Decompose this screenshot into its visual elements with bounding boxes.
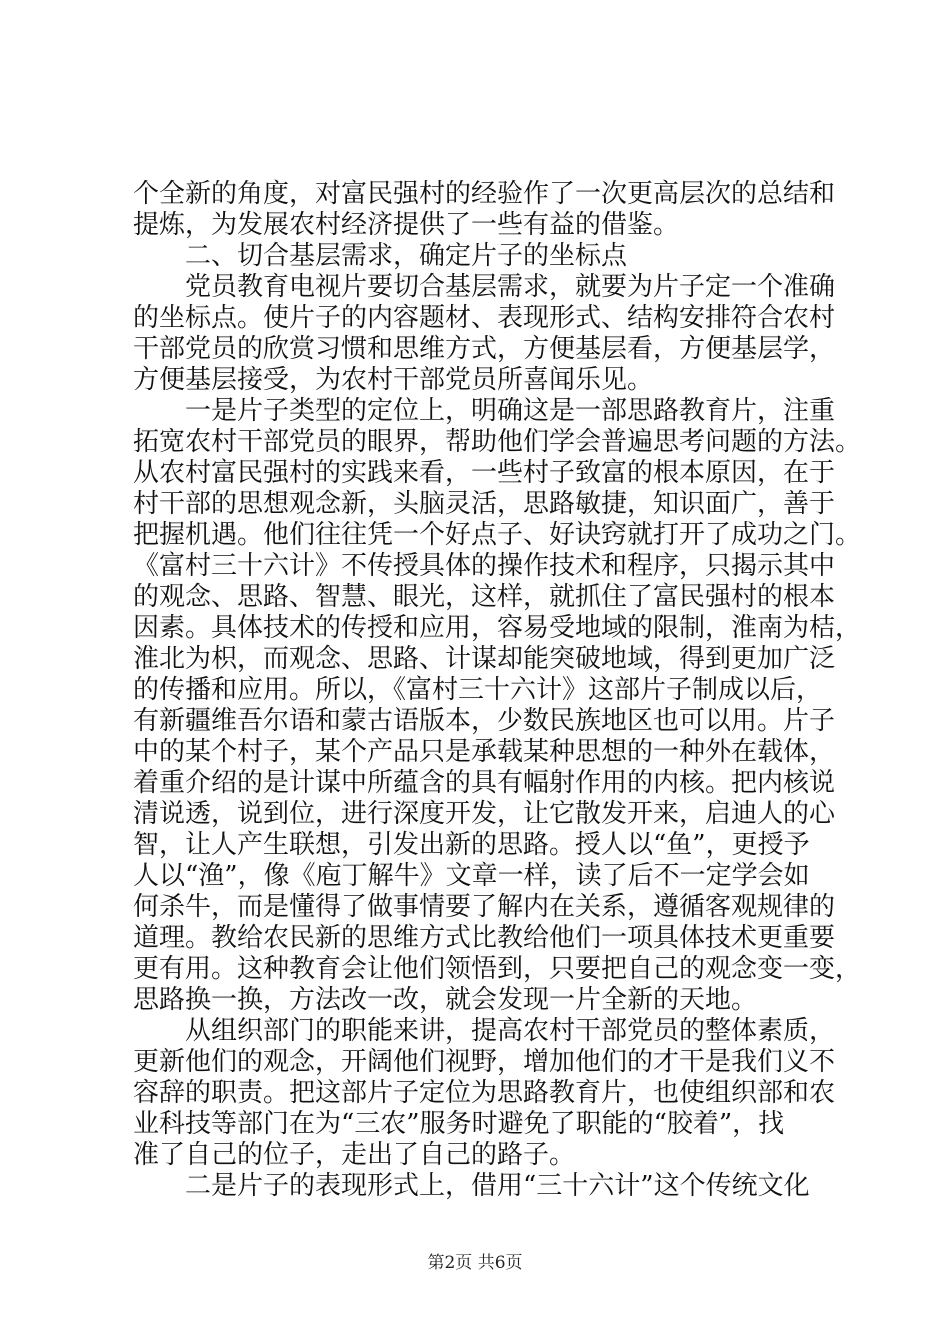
body-text-line: 从农村富民强村的实践来看，一些村子致富的根本原因，在于 (133, 458, 836, 488)
body-text-line: 二是片子的表现形式上，借用“三十六计”这个传统文化 (185, 1171, 810, 1201)
body-text-line: 有新疆维吾尔语和蒙古语版本，少数民族地区也可以用。片子 (133, 706, 836, 736)
body-text-line: 《富村三十六计》不传授具体的操作技术和程序，只揭示其中 (133, 551, 836, 581)
body-text-line: 何杀牛，而是懂得了做事情要了解内在关系，遵循客观规律的 (133, 892, 836, 922)
body-text-line: 因素。具体技术的传授和应用，容易受地域的限制，淮南为桔， (133, 613, 862, 643)
body-text-line: 业科技等部门在为“三农”服务时避免了职能的“胶着”，找 (133, 1109, 785, 1139)
body-text-line: 村干部的思想观念新，头脑灵活，思路敏捷，知识面广，善于 (133, 489, 836, 519)
section-heading: 二、切合基层需求，确定片子的坐标点 (185, 241, 628, 271)
body-text-line: 着重介绍的是计谋中所蕴含的具有幅射作用的内核。把内核说 (133, 768, 836, 798)
body-text-line: 道理。教给农民新的思维方式比教给他们一项具体技术更重要 (133, 923, 836, 953)
body-text-line: 从组织部门的职能来讲，提高农村干部党员的整体素质， (185, 1016, 836, 1046)
body-text-line: 干部党员的欣赏习惯和思维方式，方便基层看，方便基层学， (133, 334, 836, 364)
body-text-line: 党员教育电视片要切合基层需求，就要为片子定一个准确 (185, 272, 836, 302)
page-number-footer: 第2页 共6页 (427, 1253, 523, 1273)
body-text-line: 方便基层接受，为农村干部党员所喜闻乐见。 (133, 365, 654, 395)
body-text-line: 的传播和应用。所以，《富村三十六计》这部片子制成以后， (133, 675, 823, 705)
body-text-line: 思路换一换，方法改一改，就会发现一片全新的天地。 (133, 985, 758, 1015)
body-text-line: 拓宽农村干部党员的眼界，帮助他们学会普遍思考问题的方法。 (133, 427, 862, 457)
body-text-line: 把握机遇。他们往往凭一个好点子、好诀窍就打开了成功之门。 (133, 520, 862, 550)
body-text-line: 的观念、思路、智慧、眼光，这样，就抓住了富民强村的根本 (133, 582, 836, 612)
body-text-line: 更有用。这种教育会让他们领悟到，只要把自己的观念变一变， (133, 954, 862, 984)
body-text-line: 个全新的角度，对富民强村的经验作了一次更高层次的总结和 (133, 179, 836, 209)
body-text-line: 的坐标点。使片子的内容题材、表现形式、结构安排符合农村 (133, 303, 836, 333)
body-text-line: 智，让人产生联想，引发出新的思路。授人以“鱼”，更授予 (133, 830, 810, 860)
body-text-line: 淮北为枳，而观念、思路、计谋却能突破地域，得到更加广泛 (133, 644, 836, 674)
body-text-line: 人以“渔”，像《庖丁解牛》文章一样，读了后不一定学会如 (133, 861, 810, 891)
body-text-line: 一是片子类型的定位上，明确这是一部思路教育片，注重 (185, 396, 836, 426)
body-text-line: 准了自己的位子，走出了自己的路子。 (133, 1140, 576, 1170)
body-text-line: 中的某个村子，某个产品只是承载某种思想的一种外在载体， (133, 737, 836, 767)
body-text-line: 清说透，说到位，进行深度开发，让它散发开来，启迪人的心 (133, 799, 836, 829)
body-text-line: 提炼，为发展农村经济提供了一些有益的借鉴。 (133, 210, 680, 240)
body-text-line: 更新他们的观念，开阔他们视野，增加他们的才干是我们义不 (133, 1047, 836, 1077)
body-text-line: 容辞的职责。把这部片子定位为思路教育片，也使组织部和农 (133, 1078, 836, 1108)
